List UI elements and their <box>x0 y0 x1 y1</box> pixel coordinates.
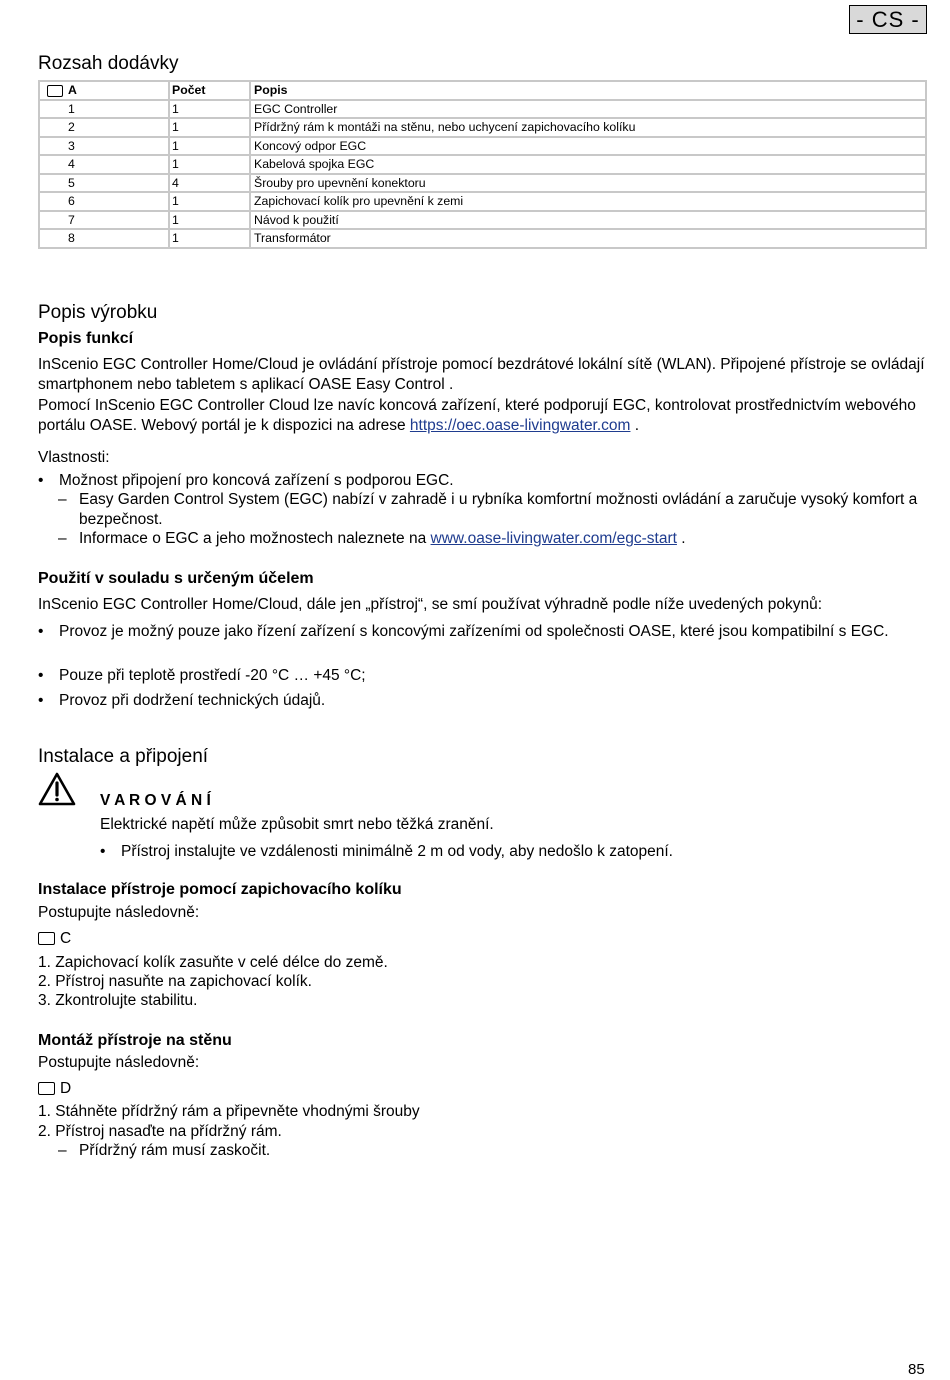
product-title: Popis výrobku <box>38 302 158 323</box>
cell-count: 1 <box>169 192 250 211</box>
intended-use-title: Použití v souladu s určeným účelem <box>38 570 314 587</box>
features-label: Vlastnosti: <box>38 449 110 466</box>
stake-intro: Postupujte následovně: <box>38 904 200 921</box>
cell-figure: 8 <box>39 229 169 248</box>
wall-dash-item: – Přídržný rám musí zaskočit. <box>58 1142 271 1159</box>
intended-use-item: • Provoz při dodržení technických údajů. <box>38 692 326 709</box>
product-paragraph-2: Pomocí InScenio EGC Controller Cloud lze navíc koncová zařízení, které podporují EGC, kontrolovat prostřednictvím webového portálu OASE. Webový portál je k dispozici na adrese https://oec.oase-livingwater.com . <box>38 397 916 434</box>
figure-box-icon <box>38 1082 55 1095</box>
table-row <box>39 100 926 119</box>
table-header-row <box>39 81 926 100</box>
warning-triangle-icon <box>38 772 76 806</box>
warning-item: • Přístroj instalujte ve vzdálenosti minimálně 2 m od vody, aby nedošlo k zatopení. <box>100 843 673 860</box>
cell-count: 1 <box>169 118 250 137</box>
header-description: Popis <box>250 81 926 100</box>
header-count: Počet <box>169 81 250 100</box>
cell-count: 1 <box>169 211 250 230</box>
table-row <box>39 192 926 211</box>
feature-item: • Možnost připojení pro koncová zařízení s podporou EGC. <box>38 472 454 489</box>
cell-description: Návod k použití <box>250 211 926 230</box>
wall-title: Montáž přístroje na stěnu <box>38 1032 232 1049</box>
cell-figure: 2 <box>39 118 169 137</box>
cell-figure: 5 <box>39 174 169 193</box>
wall-step: 2. Přístroj nasaďte na přídržný rám. <box>38 1123 282 1140</box>
product-paragraph-1: InScenio EGC Controller Home/Cloud je ovládání přístroje pomocí bezdrátové lokální sítě (WLAN). Připojené přístroje se ovládají smartphonem nebo tabletem s aplikací OASE Easy Control . <box>38 356 925 393</box>
intended-use-intro: InScenio EGC Controller Home/Cloud, dále jen „přístroj“, se smí používat výhradně podle níže uvedených pokynů: <box>38 596 823 613</box>
cell-description: Šrouby pro upevnění konektoru <box>250 174 926 193</box>
cell-description: Přídržný rám k montáži na stěnu, nebo uchycení zapichovacího kolíku <box>250 118 926 137</box>
cell-count: 1 <box>169 155 250 174</box>
table-row <box>39 155 926 174</box>
cell-description: EGC Controller <box>250 100 926 119</box>
feature-dash-item: – Easy Garden Control System (EGC) nabízí v zahradě i u rybníka komfortní možnosti ovládání a zaručuje vysoký komfort a bezpečnost. <box>58 491 918 528</box>
installation-title: Instalace a připojení <box>38 746 209 767</box>
table-row <box>39 174 926 193</box>
header-figure: A <box>39 81 169 100</box>
wall-figure-ref: D <box>38 1079 930 1099</box>
stake-figure-ref: C <box>38 929 930 949</box>
cell-count: 1 <box>169 229 250 248</box>
cell-description: Zapichovací kolík pro upevnění k zemi <box>250 192 926 211</box>
cell-figure: 6 <box>39 192 169 211</box>
cell-description: Transformátor <box>250 229 926 248</box>
cell-count: 1 <box>169 137 250 156</box>
figure-box-icon <box>38 932 55 945</box>
cell-figure: 3 <box>39 137 169 156</box>
warning-text: Elektrické napětí může způsobit smrt nebo těžká zranění. <box>100 816 494 833</box>
cell-figure: 1 <box>39 100 169 119</box>
warning-title: V A R O V Á N Í <box>100 792 211 809</box>
cell-description: Koncový odpor EGC <box>250 137 926 156</box>
cell-count: 1 <box>169 100 250 119</box>
stake-step: 3. Zkontrolujte stabilitu. <box>38 992 198 1009</box>
portal-link[interactable]: https://oec.oase-livingwater.com <box>409 417 631 434</box>
table-row <box>39 118 926 137</box>
delivery-table <box>38 80 927 249</box>
wall-intro: Postupujte následovně: <box>38 1054 200 1071</box>
table-row <box>39 137 926 156</box>
table-row <box>39 229 926 248</box>
intended-use-item: • Provoz je možný pouze jako řízení zařízení s koncovými zařízeními od společnosti OASE, které jsou kompatibilní s EGC. <box>38 623 889 640</box>
figure-box-icon <box>47 85 63 97</box>
function-title: Popis funkcí <box>38 330 134 347</box>
cell-figure: 7 <box>39 211 169 230</box>
feature-dash-item: – Informace o EGC a jeho možnostech naleznete na www.oase-livingwater.com/egc-start . <box>58 530 686 547</box>
cell-count: 4 <box>169 174 250 193</box>
table-row <box>39 211 926 230</box>
egc-link[interactable]: www.oase-livingwater.com/egc-start <box>430 530 677 547</box>
stake-step: 1. Zapichovací kolík zasuňte v celé délce do země. <box>38 954 388 971</box>
intended-use-item: • Pouze při teplotě prostředí -20 °C … +45 °C; <box>38 667 366 684</box>
stake-title: Instalace přístroje pomocí zapichovacího kolíku <box>38 881 402 898</box>
language-tag: - CS - <box>849 5 927 34</box>
page-number: 85 <box>908 1361 925 1378</box>
delivery-title: Rozsah dodávky <box>38 53 179 74</box>
cell-description: Kabelová spojka EGC <box>250 155 926 174</box>
stake-step: 2. Přístroj nasuňte na zapichovací kolík. <box>38 973 312 990</box>
wall-step: 1. Stáhněte přídržný rám a připevněte vhodnými šrouby <box>38 1103 420 1120</box>
cell-figure: 4 <box>39 155 169 174</box>
